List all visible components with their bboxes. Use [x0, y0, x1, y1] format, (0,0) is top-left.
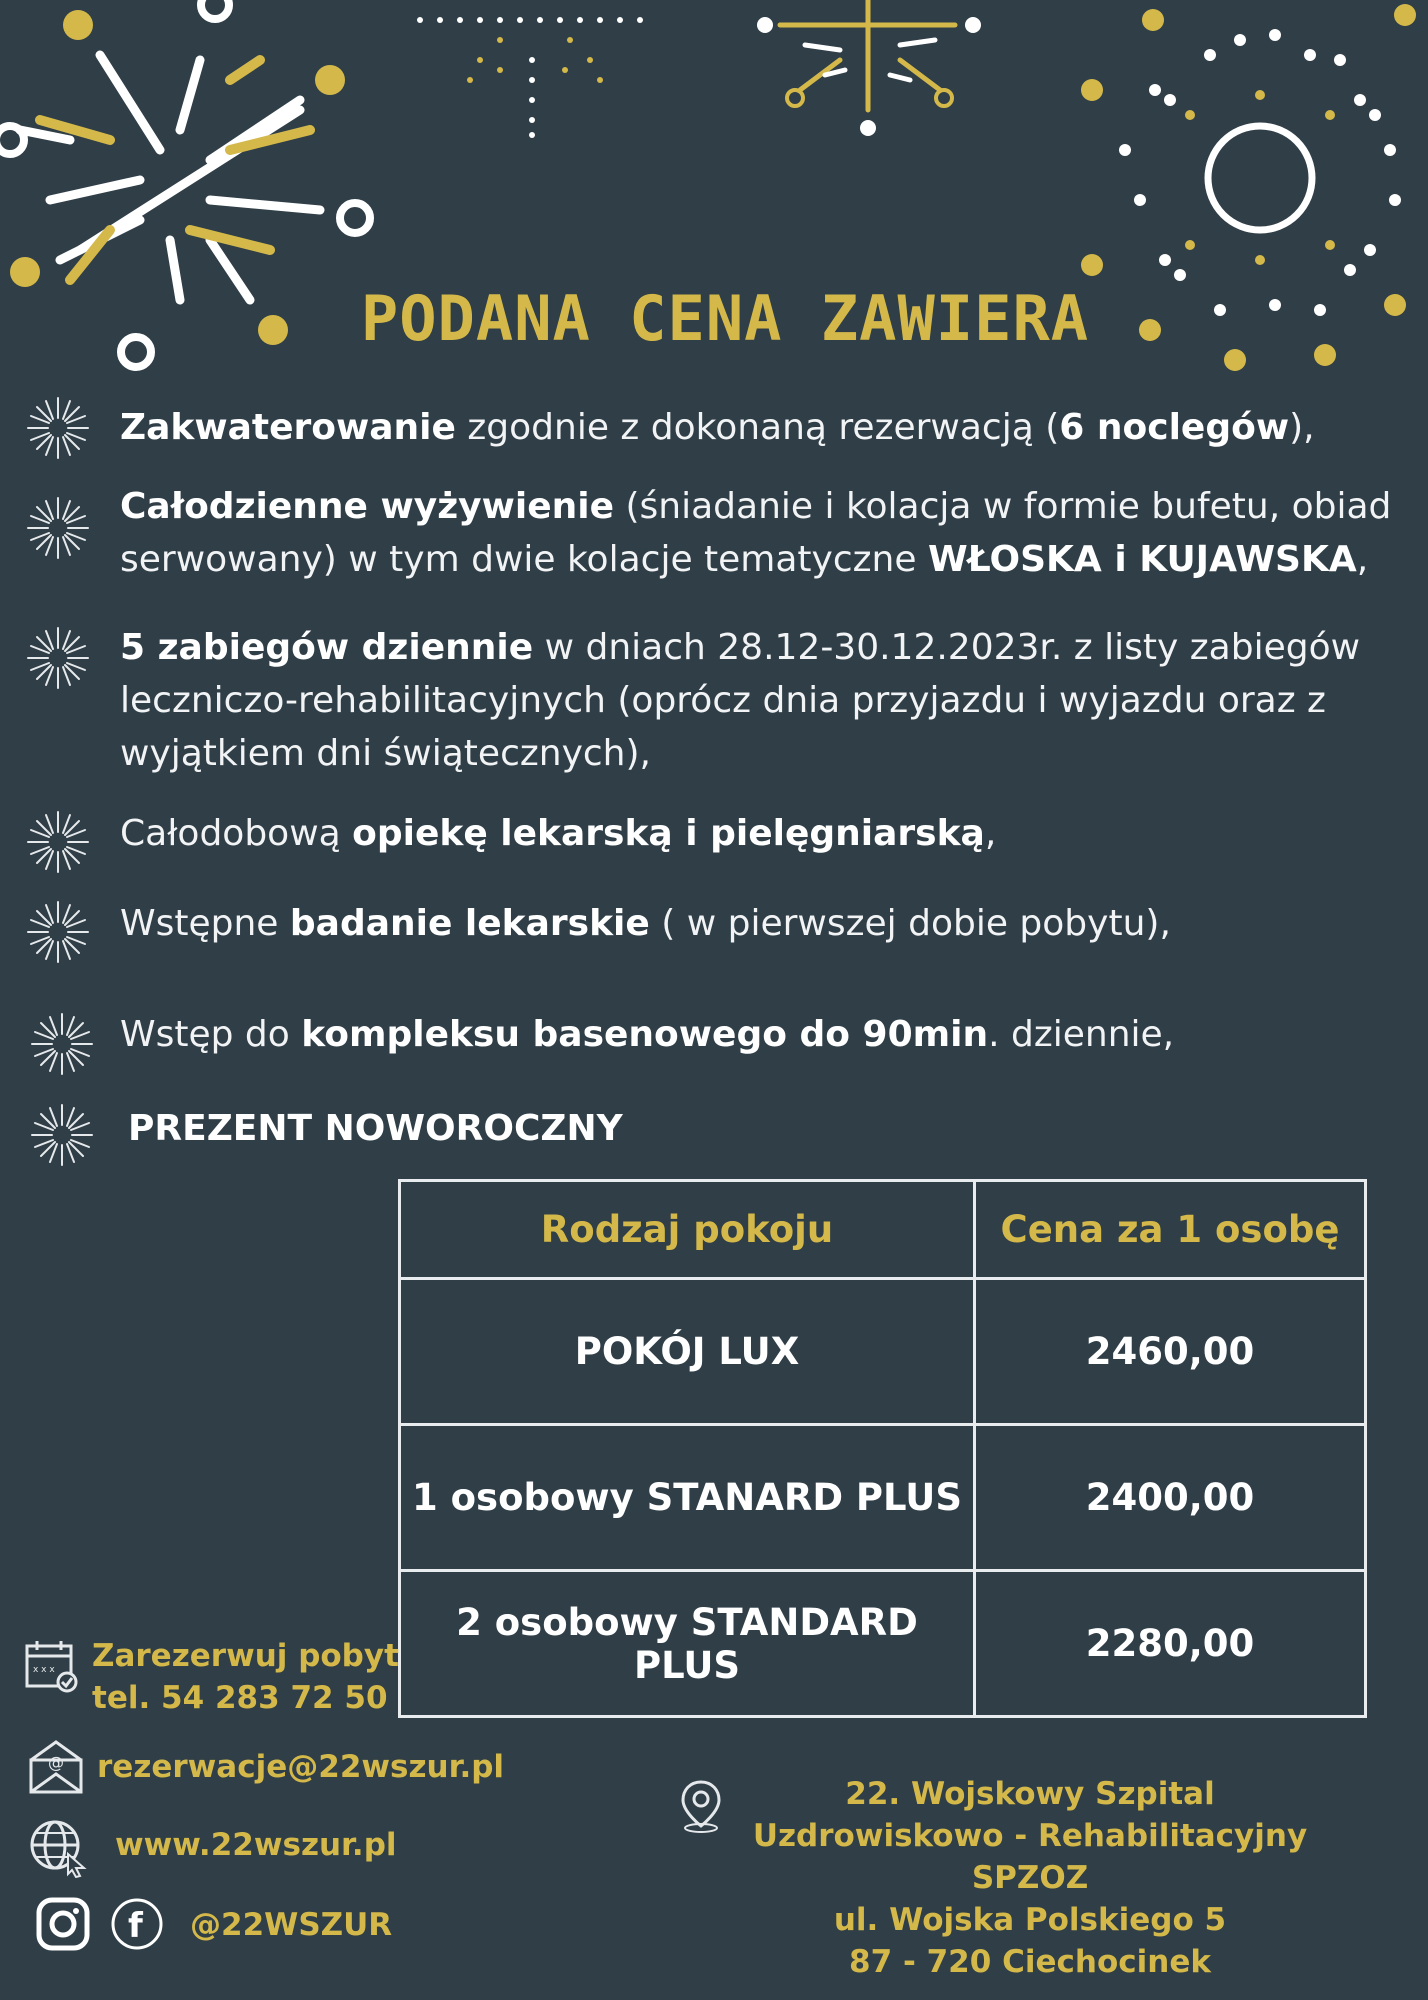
- item-text-bold: Zakwaterowanie: [120, 407, 456, 448]
- item-text-bold: badanie lekarskie: [289, 903, 650, 944]
- email-icon: [28, 1740, 86, 1796]
- svg-text:x x x: x x x: [33, 1665, 55, 1675]
- firework-bullet-icon: [26, 396, 90, 460]
- header-price-per-person: Cena za 1 osobę: [975, 1181, 1366, 1279]
- table-header-row: [400, 1181, 1366, 1279]
- facebook-icon[interactable]: [110, 1897, 166, 1953]
- firework-bullet-icon: [26, 810, 90, 874]
- instagram-icon[interactable]: [36, 1897, 92, 1953]
- item-text: ),: [1289, 407, 1315, 448]
- new-year-gift: PREZENT NOWOROCZNY: [128, 1108, 623, 1149]
- table-row: [400, 1279, 1366, 1425]
- svg-text:@: @: [48, 1753, 64, 1772]
- reserve-label: Zarezerwuj pobyt: [92, 1638, 399, 1674]
- address-line-1: 22. Wojskowy Szpital: [845, 1776, 1215, 1812]
- reserve-phone[interactable]: tel. 54 283 72 50: [92, 1680, 388, 1716]
- included-item-pool: [120, 1008, 1410, 1061]
- social-handle[interactable]: @22WSZUR: [190, 1907, 393, 1943]
- item-text: Całodobową: [120, 813, 353, 854]
- item-text: ,: [1356, 539, 1369, 580]
- item-text: ( w pierwszej dobie pobytu),: [649, 903, 1171, 944]
- item-text: (śniadanie i kolacja w formie bufetu, obiad serwowany) w tym dwie kolacje tematyczne: [120, 486, 1392, 580]
- item-text-bold: Całodzienne wyżywienie: [120, 486, 615, 527]
- item-text: . dziennie,: [988, 1014, 1175, 1055]
- included-item-accommodation: [120, 401, 1410, 454]
- item-text: Wstęp do: [120, 1014, 302, 1055]
- price-cell: 2460,00: [975, 1279, 1366, 1425]
- included-item-treatments: [120, 621, 1410, 780]
- item-text: ,: [984, 813, 997, 854]
- email-link[interactable]: rezerwacje@22wszur.pl: [97, 1749, 505, 1785]
- item-text: w dniach 28.12-30.12.2023r. z listy zabiegów leczniczo-rehabilitacyjnych (oprócz dnia przyjazdu i wyjazdu oraz z wyjątkiem dni świątecznych),: [120, 627, 1361, 774]
- room-type-cell: POKÓJ LUX: [400, 1279, 975, 1425]
- page-title: PODANA CENA ZAWIERA: [360, 282, 1090, 355]
- item-text-bold: 6 noclegów: [1059, 407, 1290, 448]
- firework-bullet-icon: [26, 496, 90, 560]
- item-text: Wstępne: [120, 903, 290, 944]
- firework-bullet-icon: [26, 900, 90, 964]
- item-text: zgodnie z dokonaną rezerwacją (: [455, 407, 1060, 448]
- website-link[interactable]: www.22wszur.pl: [115, 1827, 397, 1863]
- svg-text:f: f: [128, 1906, 143, 1946]
- firework-bullet-icon: [30, 1012, 94, 1076]
- globe-icon: [28, 1818, 88, 1878]
- item-text-bold: 5 zabiegów dziennie: [120, 627, 534, 668]
- price-cell: 2400,00: [975, 1425, 1366, 1571]
- location-pin-icon: [677, 1778, 725, 1834]
- price-cell: 2280,00: [975, 1571, 1366, 1717]
- included-item-medical-care: [120, 807, 1410, 860]
- calendar-icon: [24, 1638, 80, 1694]
- item-text-bold: opiekę lekarską i pielęgniarską: [352, 813, 985, 854]
- included-item-meals: [120, 480, 1410, 586]
- table-row: [400, 1571, 1366, 1717]
- room-type-cell: 1 osobowy STANARD PLUS: [400, 1425, 975, 1571]
- price-table: [398, 1179, 1367, 1718]
- firework-bullet-icon: [30, 1103, 94, 1167]
- header-room-type: Rodzaj pokoju: [400, 1181, 975, 1279]
- address-line-2: Uzdrowiskowo - Rehabilitacyjny SPZOZ: [752, 1818, 1308, 1896]
- included-item-medical-exam: [120, 897, 1410, 950]
- address-line-4: 87 - 720 Ciechocinek: [849, 1944, 1211, 1980]
- table-row: [400, 1425, 1366, 1571]
- item-text-bold: kompleksu basenowego do 90min: [301, 1014, 989, 1055]
- hospital-address: [720, 1773, 1340, 1983]
- reserve-contact: [92, 1635, 399, 1719]
- firework-bullet-icon: [26, 626, 90, 690]
- item-text-bold: WŁOSKA i KUJAWSKA: [927, 539, 1357, 580]
- address-line-3: ul. Wojska Polskiego 5: [833, 1902, 1227, 1938]
- room-type-cell: 2 osobowy STANDARD PLUS: [400, 1571, 975, 1717]
